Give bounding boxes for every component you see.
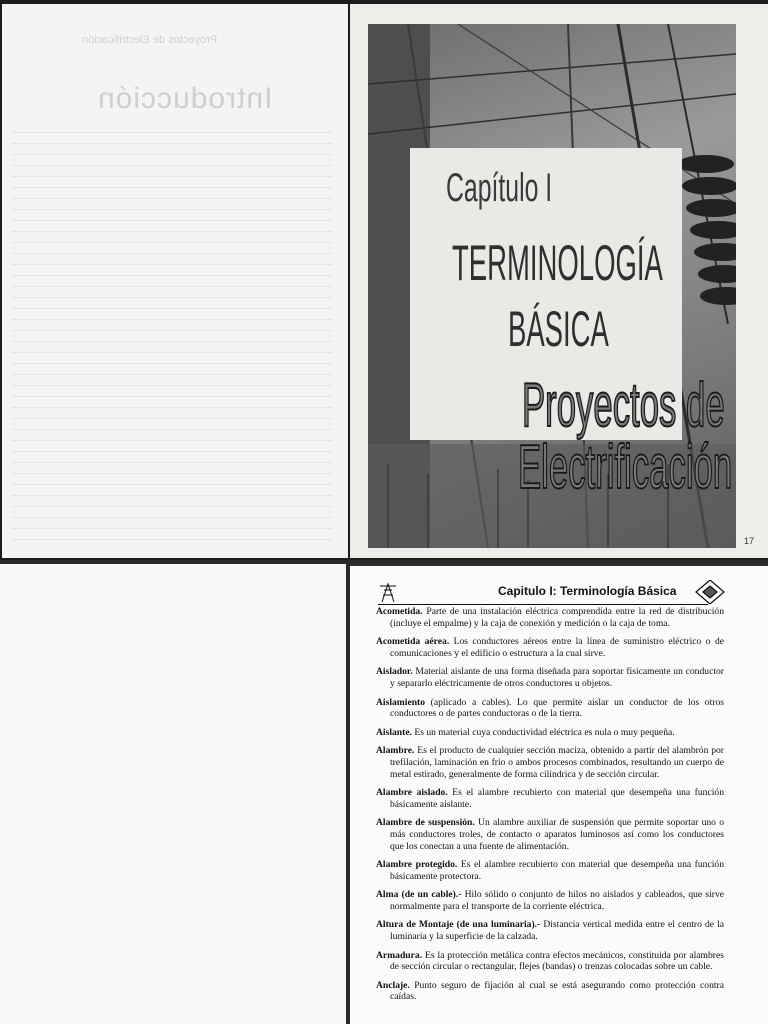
glossary-term: Aislamiento [376, 696, 426, 708]
page-number: 17 [744, 536, 755, 546]
glossary-entry [376, 919, 724, 942]
tower-icon [380, 584, 396, 602]
glossary-definition: Es la protección metálica contra efectos mecánicos, constituida por alambres de sección circular o rectangular, flejes (bandas) o trenzas colocadas sobre un cable. [390, 949, 724, 973]
glossary-definition: (aplicado a cables). Lo que permite aislar un conductor de los otros conductores o de partes conductoras o de la tierra. [390, 696, 724, 720]
glossary-entry [376, 606, 724, 629]
glossary-definition: Los conductores aéreos entre la línea de suministro eléctrico o de comunicaciones y el edificio o estructura a la cual sirve. [390, 636, 724, 659]
glossary-header [378, 580, 758, 604]
glossary-term: Altura de Montaje (de una luminaria).- [376, 919, 541, 931]
glossary-term: Alambre protegido. [376, 859, 458, 871]
glossary-definition: Parte de una instalación eléctrica comprendida entre la red de distribución (incluye el empalme) y la caja de conexión y medición o la caja de toma. [390, 606, 724, 629]
chapter-title-line1: TERMINOLOGÍA [452, 235, 663, 291]
glossary-definition: Hilo sólido o conjunto de hilos no aislados y cableados, que sirve normalmente para el transporte de la corriente eléctrica. [390, 889, 724, 912]
glossary-definition: Material aislante de una forma diseñada para soportar físicamente un conductor y separarlo eléctricamente de otros conductores u objetos. [390, 666, 724, 689]
glossary-entry [376, 697, 724, 720]
ghost-header: Proyectos de Electrificación [82, 34, 218, 46]
book-subtitle-line2: Electrificación [518, 433, 733, 502]
glossary-definition: Es el alambre recubierto con material que desempeña una función básicamente protectora. [390, 859, 724, 882]
glossary-definition: Es un material cuya conductividad eléctrica es nula o muy pequeña. [411, 726, 675, 738]
glossary-term: Anclaje. [376, 979, 410, 991]
glossary-entry [376, 817, 724, 852]
diamond-logo-icon [696, 580, 724, 604]
ghost-text-lines [12, 132, 332, 550]
glossary-term: Acometida. [376, 606, 423, 617]
glossary-term: Aislante. [376, 726, 412, 738]
glossary-entry [376, 950, 724, 973]
header-rule [378, 604, 708, 605]
glossary-entry [376, 859, 724, 882]
glossary-entry [376, 980, 724, 1003]
glossary-definition: Es el producto de cualquier sección maciza, obtenido a partir del alambrón por trefilación, laminación en frío o ambos procesos combinados, resultando un cuerpo de metal estirado, generalmente de forma cilíndrica y de sección circular. [390, 745, 724, 780]
glossary-definition: Un alambre auxiliar de suspensión que permite soportar uno o más conductores troles, de contacto o aparatos luminosos así como los conductores que los conectan a una fuente de alimentación. [390, 817, 724, 852]
glossary-definition: Punto seguro de fijación al cual se está asegurando como protección contra caídas. [390, 979, 724, 1003]
glossary-entries [376, 606, 724, 1010]
glossary-entry [376, 889, 724, 912]
glossary-term: Acometida aérea. [376, 636, 450, 648]
glossary-definition: Es el alambre recubierto con material que desempeña una función básicamente aislante. [390, 787, 724, 810]
blank-page [0, 564, 346, 1024]
left-page-bleedthrough [2, 4, 348, 558]
chapter-title-line2: BÁSICA [508, 301, 609, 357]
glossary-definition: Distancia vertical medida entre el centro de la luminaria y la superficie de la calzada. [390, 919, 725, 943]
glossary-term: Alambre aislado. [376, 787, 448, 799]
glossary-term: Alma (de un cable).- [376, 889, 462, 901]
ghost-heading: Introducción [97, 82, 273, 115]
glossary-entry [376, 727, 724, 739]
glossary-entry [376, 666, 724, 689]
book-subtitle-line1: Proyectos de [522, 371, 725, 440]
glossary-term: Armadura. [376, 949, 423, 961]
glossary-header-title: Capitulo I: Terminología Básica [498, 584, 677, 598]
glossary-term: Aislador. [376, 666, 413, 678]
glossary-entry [376, 787, 724, 810]
glossary-entry [376, 745, 724, 780]
chapter-label: Capítulo I [446, 166, 553, 210]
glossary-term: Alambre. [376, 745, 415, 757]
glossary-entry [376, 636, 724, 659]
glossary-term: Alambre de suspensión. [376, 817, 475, 829]
